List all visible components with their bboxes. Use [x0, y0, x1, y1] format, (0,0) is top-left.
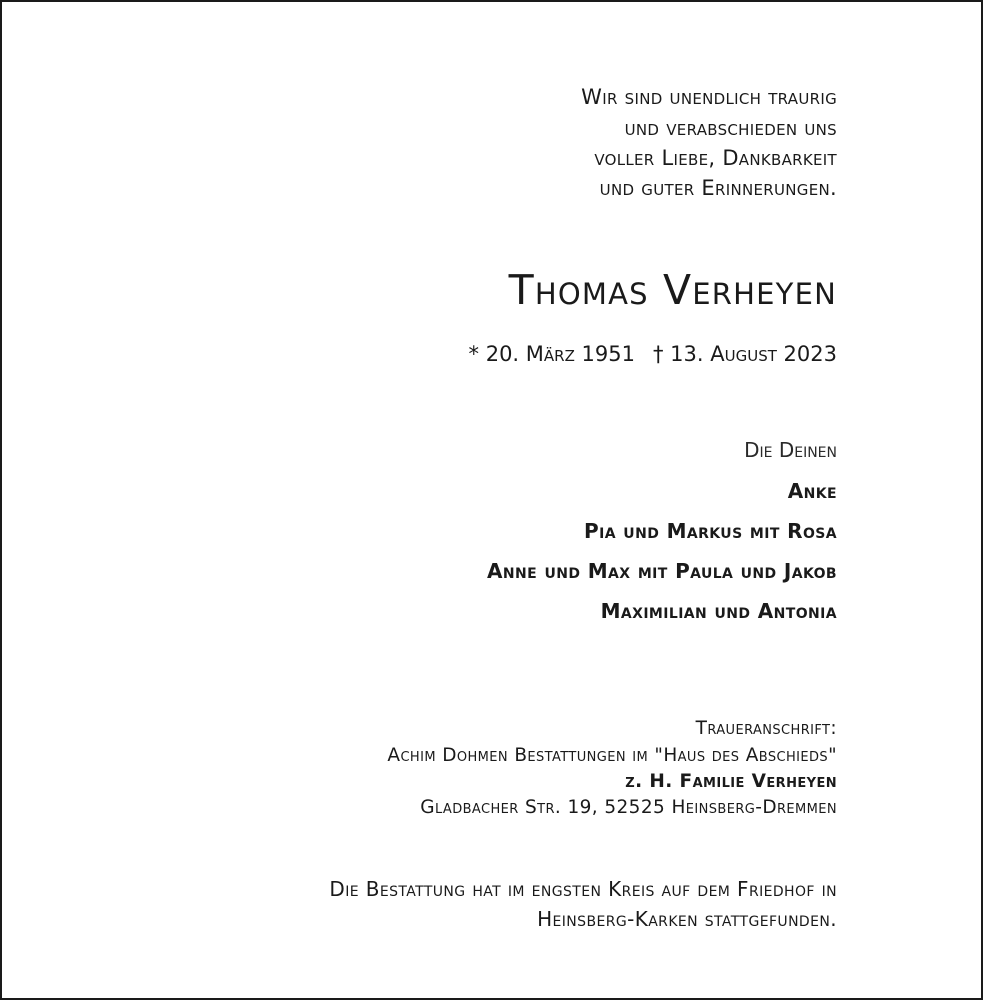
motto-line-1: Wir sind unendlich traurig [581, 85, 837, 109]
death-date: 13. August 2023 [670, 342, 837, 366]
family-member: Anke [787, 479, 837, 503]
cross-icon: † [652, 342, 664, 366]
family-intro: Die Deinen [744, 438, 837, 462]
family-member: Maximilian und Antonia [600, 599, 837, 623]
motto-line-3: voller Liebe, Dankbarkeit [594, 146, 837, 170]
address-label: Traueranschrift: [695, 718, 837, 739]
address-line-2: z. H. Familie Verheyen [625, 771, 837, 792]
closing-line-2: Heinsberg-Karken stattgefunden. [537, 907, 837, 931]
motto-line-2: und verabschieden uns [624, 116, 837, 140]
life-dates [469, 344, 837, 365]
family-member: Anne und Max mit Paula und Jakob [487, 559, 837, 583]
motto-line-4: und guter Erinnerungen. [599, 176, 837, 200]
family-member: Pia und Markus mit Rosa [584, 519, 837, 543]
closing-line-1: Die Bestattung hat im engsten Kreis auf dem Friedhof in [329, 877, 837, 901]
address-line-3: Gladbacher Str. 19, 52525 Heinsberg-Dremmen [420, 797, 837, 818]
birth-date: * 20. März 1951 [468, 342, 635, 366]
address-line-1: Achim Dohmen Bestattungen im "Haus des Abschieds" [387, 745, 837, 766]
deceased-name: Thomas Verheyen [508, 266, 837, 314]
